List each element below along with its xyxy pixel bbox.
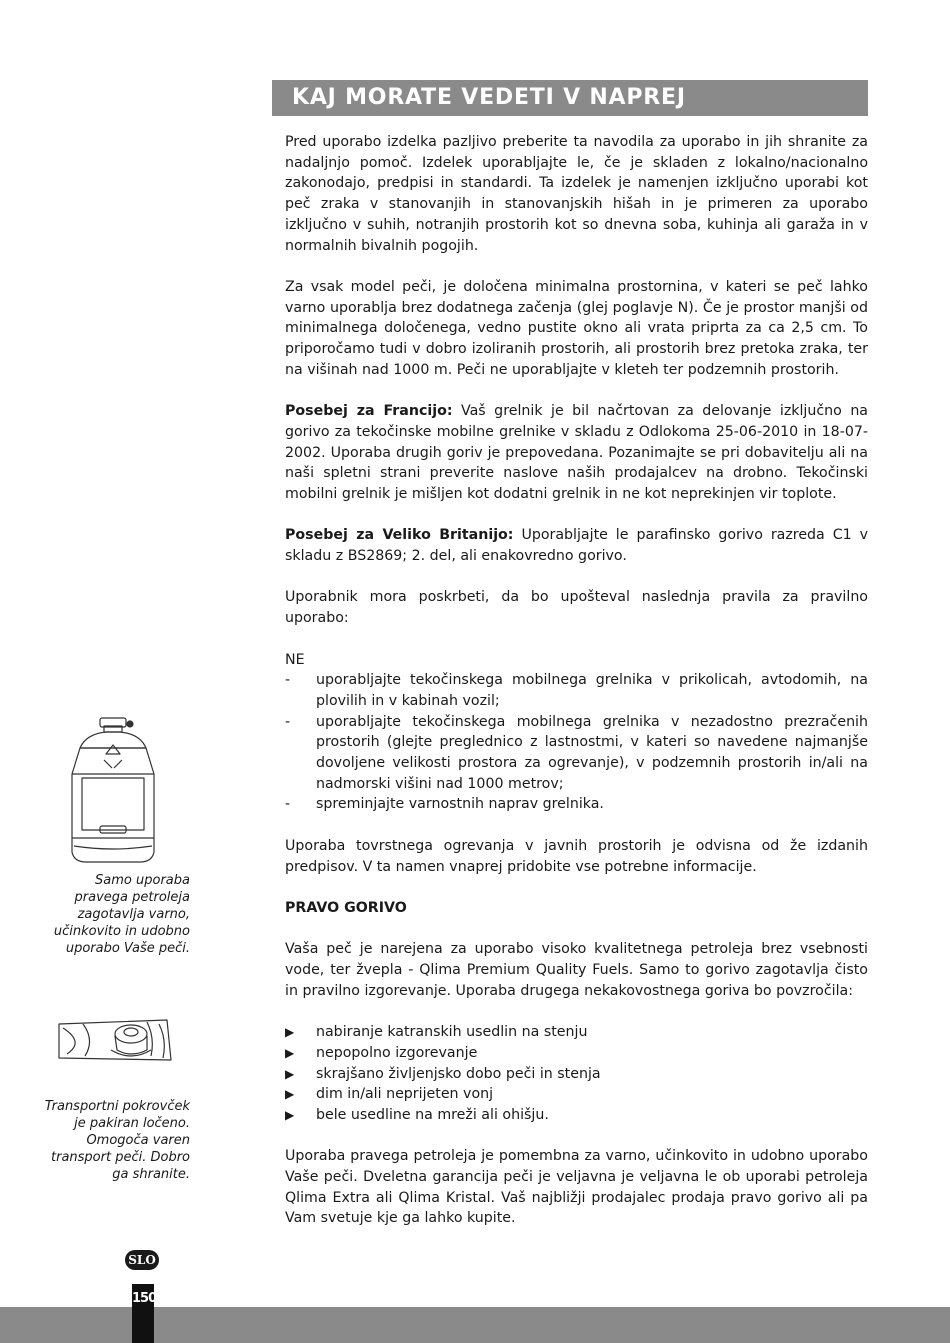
arrow-bullet-icon: ▶: [285, 1087, 295, 1102]
dash-marker: -: [285, 672, 291, 689]
france-paragraph: [285, 401, 868, 505]
list-item: [285, 1043, 868, 1064]
page-title: KAJ MORATE VEDETI V NAPREJ: [292, 85, 686, 110]
uk-text: Uporabljajte le parafinsko gorivo razreda C1 v skladu z BS2869; 2. del, ali enakovredno gorivo.: [285, 527, 868, 565]
fuel-canister-icon: [66, 712, 160, 868]
list-item: [285, 1105, 868, 1126]
transport-cap-icon: [55, 1018, 173, 1064]
list-item-text: uporabljajte tekočinskega mobilnega grelnika v prikolicah, avtodomih, na plovilih in v kabinah vozil;: [316, 672, 868, 709]
list-item-text: nabiranje katranskih usedlin na stenju: [316, 1024, 588, 1041]
list-item-text: spreminjajte varnostnih naprav grelnika.: [316, 796, 604, 813]
list-item: [285, 712, 868, 795]
uk-paragraph: [285, 525, 868, 566]
intro-paragraph: Pred uporabo izdelka pazljivo preberite ta navodila za uporabo in jih shranite za nadaljnjo pomoč. Izdelek uporabljajte le, če je skladen z lokalno/nacionalno zakonodajo, predpisi in standardi. Ta izdelek je namenjen izključno uporabi kot peč zraka v stanovanjih in stanovanjskih hišah in je primeren za uporabo izključno v suhih, notranjih prostorih kot so dnevna soba, kuhinja ali garaža in v normalnih bivalnih pogojih.: [285, 134, 868, 254]
consequence-list: [285, 1022, 868, 1126]
list-item-text: skrajšano življenjsko dobo peči in stenja: [316, 1065, 601, 1082]
arrow-bullet-icon: ▶: [285, 1045, 295, 1060]
list-item-text: uporabljajte tekočinskega mobilnega grelnika v nezadostno prezračenih prostorih (glejte preglednico z lastnostmi, v kateri so navedene najmanjše dovoljene velikosti prostora za ogrevanje), v podzemnih prostorih in/ali na nadmorski višini nad 1000 metrov;: [316, 713, 868, 792]
uk-label: Posebej za Veliko Britanijo:: [285, 527, 514, 544]
language-badge: SLO: [125, 1250, 159, 1270]
list-item-text: bele usedline na mreži ali ohišju.: [316, 1106, 549, 1123]
list-item: [285, 670, 868, 711]
list-item: [285, 1064, 868, 1085]
france-label: Posebej za Francijo:: [285, 403, 453, 420]
transport-cap-caption: Transportni pokrovček je pakiran ločeno. Omogoča varen transport peči. Dobro ga shranite.: [44, 1099, 190, 1182]
volume-paragraph: Za vsak model peči, je določena minimalna prostornina, v kateri se peč lahko varno uporablja brez dodatnega začenja (glej poglavje N). Če je prostor manjši od minimalnega določenega, vedno pustite okno ali vrata priprta za ca 2,5 cm. To priporočamo tudi v dobro izoliranih prostorih, ali prostorih brez pretoka zraka, ter na višinah nad 1000 m. Peči ne uporabljajte v kleteh ter podzemnih prostorih.: [285, 278, 868, 378]
france-text: Vaš grelnik je bil načrtovan za delovanje izključno na gorivo za tekočinske mobilne grelnike v skladu z Odlokoma 25-06-2010 in 18-07-2002. Uporaba drugih goriv je prepovedana. Pozanimajte se pri dobavitelju ali na naši spletni strani preverite naslove naših prodajalcev na drobno. Tekočinski mobilni grelnik je mišljen kot dodatni grelnik in ne kot neprekinjen vir toplote.: [285, 403, 869, 502]
list-item-text: nepopolno izgorevanje: [316, 1044, 478, 1061]
fuel-paragraph: Vaša peč je narejena za uporabo visoko kvalitetnega petroleja brez vsebnosti vode, ter žvepla - Qlima Premium Quality Fuels. Samo to gorivo zagotavlja čisto in pravilno izgorevanje. Uporaba drugega nekakovostnega goriva bo povzročila:: [285, 941, 868, 999]
fuel-heading: PRAVO GORIVO: [285, 899, 407, 916]
canister-caption: Samo uporaba pravega petroleja zagotavlja varno, učinkovito in udobno uporabo Vaše peči.: [53, 873, 190, 956]
rules-paragraph: Uporabnik mora poskrbeti, da bo upošteval naslednja pravila za pravilno uporabo:: [285, 589, 868, 627]
closing-paragraph: Uporaba pravega petroleja je pomembna za varno, učinkovito in udobno uporabo Vaše peči. Dveletna garancija peči je veljavna je veljavna le ob uporabi petroleja Qlima Extra ali Qlima Kristal. Vaš najbližji prodajalec prodaja pravo gorivo ali pa Vam svetuje kje ga lahko kupite.: [285, 1148, 868, 1227]
ne-list: [285, 670, 868, 815]
arrow-bullet-icon: ▶: [285, 1107, 295, 1122]
main-text: [285, 132, 868, 1229]
dash-marker: -: [285, 713, 291, 730]
ne-label: NE: [285, 651, 305, 668]
section-title-bar: [272, 80, 868, 116]
list-item: [285, 794, 868, 815]
public-spaces-paragraph: Uporaba tovrstnega ogrevanja v javnih prostorih je odvisna od že izdanih predpisov. V ta namen vnaprej pridobite vse potrebne informacije.: [285, 837, 868, 875]
list-item-text: dim in/ali neprijeten vonj: [316, 1086, 494, 1103]
page-number: 150: [132, 1291, 157, 1306]
arrow-bullet-icon: ▶: [285, 1025, 295, 1040]
list-item: [285, 1022, 868, 1043]
dash-marker: -: [285, 796, 291, 813]
list-item: [285, 1084, 868, 1105]
arrow-bullet-icon: ▶: [285, 1066, 295, 1081]
